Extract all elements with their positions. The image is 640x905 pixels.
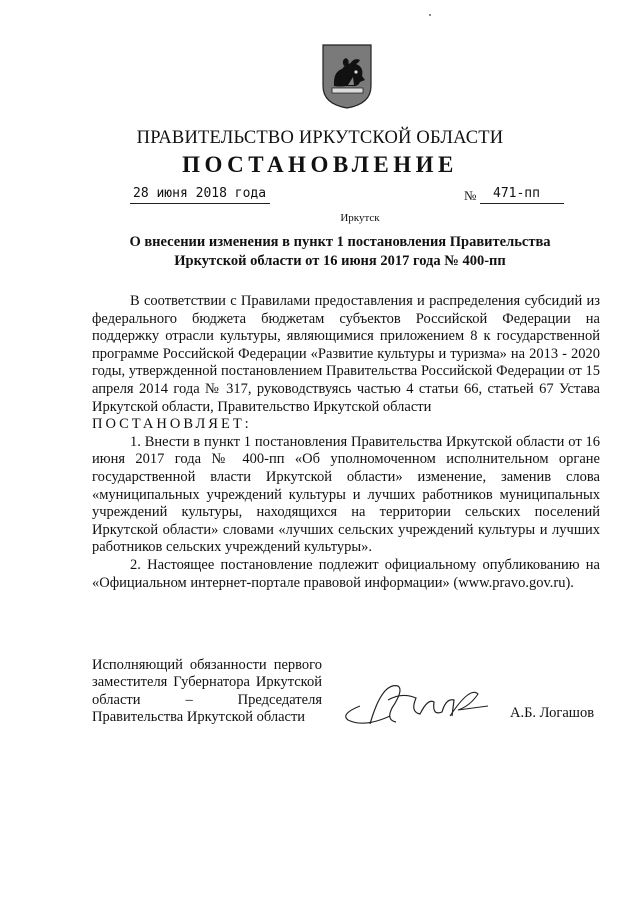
document-subject — [90, 233, 590, 271]
subject-line: О внесении изменения в пункт 1 постановления Правительства — [129, 234, 551, 250]
preamble-paragraph: В соответствии с Правилами предоставления и распределения субсидий из федерального бюджета бюджетам субъектов Российской Федерации на поддержку отрасли культуры, являющимися приложением 8 к государственной программе Российской Федерации «Развитие культуры и туризма» на 2013 - 2020 годы, утвержденной постановлением Правительства Российской Федерации от 15 апреля 2014 года № 317, руководствуясь частью 4 статьи 66, статьей 67 Устава Иркутской области, Правительство Иркутской области — [92, 293, 600, 415]
document-date: 28 июня 2018 года — [133, 186, 267, 201]
subject-line: Иркутской области от 16 июня 2017 года № 400-пп — [174, 253, 506, 269]
item-paragraph: 2. Настоящее постановление подлежит официальному опубликованию на «Официальном интернет-портале правовой информации» (www.pravo.gov.ru). — [92, 556, 600, 591]
document-type: ПОСТАНОВЛЕНИЕ — [182, 152, 458, 177]
scan-speck — [429, 14, 431, 16]
resolves-heading: ПОСТАНОВЛЯЕТ: — [92, 416, 252, 433]
item-paragraph: 1. Внести в пункт 1 постановления Правительства Иркутской области от 16 июня 2017 года № 400-пп «Об уполномоченном исполнительном органе государственной власти Иркутской области» изменение, заменив слова «муниципальных учреждений культуры и лучших работников муниципальных учреждений культуры, находящихся на территории сельских поселений Иркутской области» словами «лучших сельских учреждений культуры и лучших работников сельских учреждений культуры». — [92, 433, 600, 556]
document-body — [92, 293, 600, 592]
coat-of-arms-icon — [320, 42, 374, 110]
document-number: 471-пп — [493, 186, 540, 201]
signatory-name: А.Б. Логашов — [510, 705, 595, 721]
number-underline — [480, 203, 564, 204]
signatory-position: Исполняющий обязанности первого заместителя Губернатора Иркутской области – Председателя Правительства Иркутской области — [92, 657, 322, 725]
city-name: Иркутск — [340, 212, 380, 224]
number-sign: № — [464, 188, 477, 203]
date-underline — [130, 203, 270, 204]
government-title: ПРАВИТЕЛЬСТВО ИРКУТСКОЙ ОБЛАСТИ — [136, 128, 504, 148]
handwritten-signature — [330, 676, 490, 746]
